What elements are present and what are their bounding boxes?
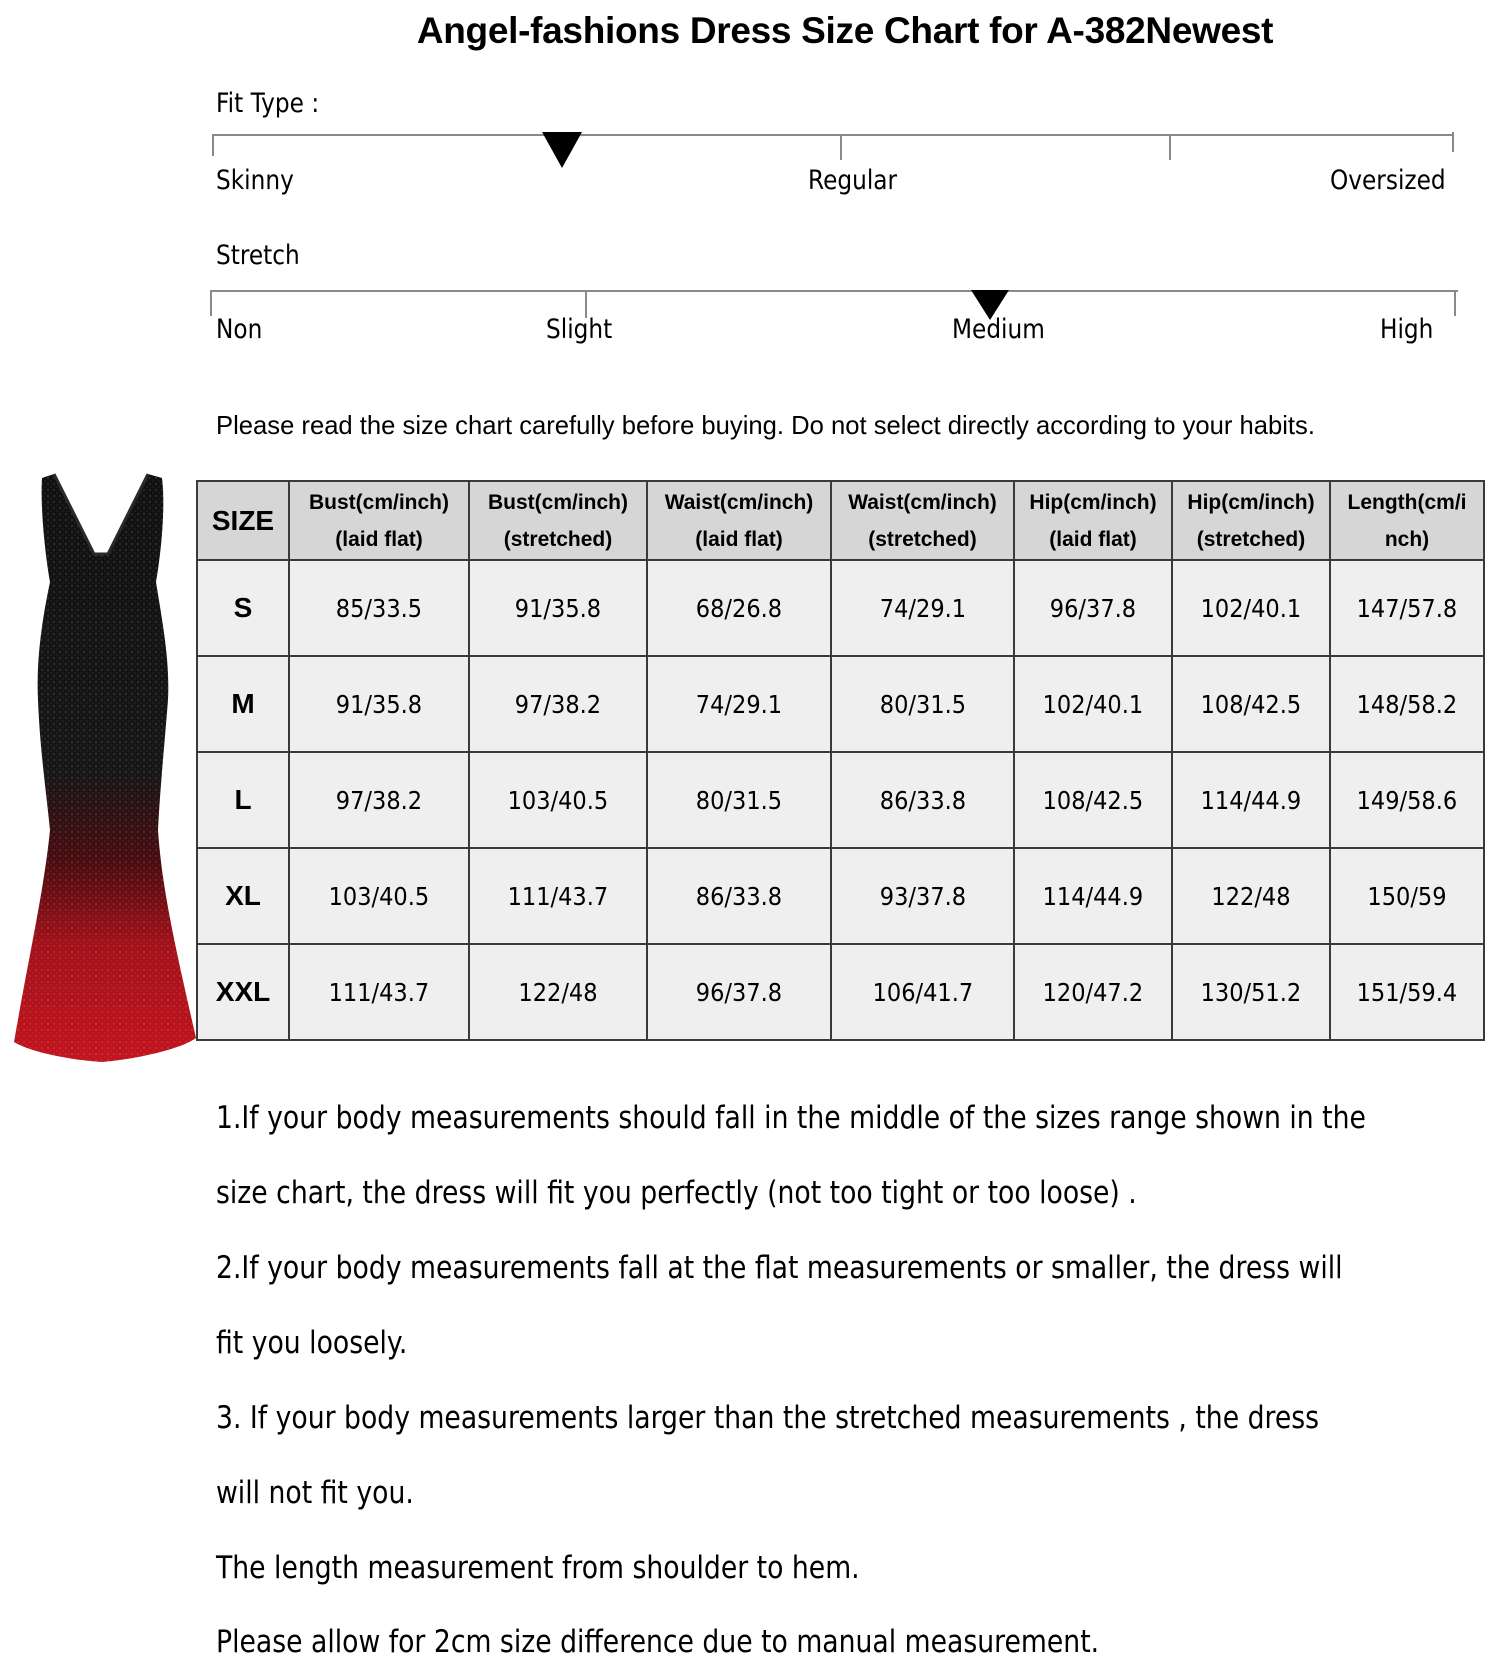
stretch-label: Stretch	[216, 240, 300, 271]
fit-tick	[1169, 134, 1171, 160]
table-cell: 96/37.8	[1014, 560, 1172, 656]
table-cell: 148/58.2	[1330, 656, 1484, 752]
note-line: 1.If your body measurements should fall in the middle of the sizes range shown in the	[216, 1100, 1366, 1136]
table-cell: 150/59	[1330, 848, 1484, 944]
stretch-tick	[1454, 290, 1456, 316]
table-row	[197, 560, 1484, 656]
note-line: 2.If your body measurements fall at the flat measurements or smaller, the dress will	[216, 1250, 1343, 1286]
table-cell: 74/29.1	[831, 560, 1014, 656]
fit-tick	[212, 134, 214, 156]
table-cell: 91/35.8	[469, 560, 647, 656]
stretch-label-medium: Medium	[952, 314, 1045, 345]
header-bust-stretched: Bust(cm/inch) (stretched)	[469, 481, 647, 560]
table-cell: 103/40.5	[469, 752, 647, 848]
notice-text: Please read the size chart carefully before buying. Do not select directly according to your habits.	[216, 410, 1315, 440]
table-cell: 74/29.1	[647, 656, 831, 752]
table-cell: 106/41.7	[831, 944, 1014, 1040]
table-cell: 102/40.1	[1172, 560, 1330, 656]
note-line: fit you loosely.	[216, 1325, 408, 1361]
size-cell: M	[197, 656, 289, 752]
header-hip-stretched: Hip(cm/inch) (stretched)	[1172, 481, 1330, 560]
table-row	[197, 944, 1484, 1040]
fit-type-marker-icon	[542, 132, 582, 168]
table-row	[197, 848, 1484, 944]
table-header-row	[197, 481, 1484, 560]
dress-icon	[10, 470, 196, 1070]
table-cell: 96/37.8	[647, 944, 831, 1040]
table-cell: 86/33.8	[647, 848, 831, 944]
table-cell: 97/38.2	[469, 656, 647, 752]
fit-tick	[1452, 132, 1454, 152]
table-cell: 120/47.2	[1014, 944, 1172, 1040]
table-cell: 111/43.7	[469, 848, 647, 944]
table-cell: 114/44.9	[1172, 752, 1330, 848]
header-bust-flat: Bust(cm/inch) (laid flat)	[289, 481, 469, 560]
table-cell: 122/48	[469, 944, 647, 1040]
table-cell: 114/44.9	[1014, 848, 1172, 944]
note-line: size chart, the dress will fit you perfectly (not too tight or too loose) .	[216, 1175, 1137, 1211]
size-cell: XL	[197, 848, 289, 944]
fit-scale-line	[212, 134, 1454, 136]
table-cell: 103/40.5	[289, 848, 469, 944]
header-hip-flat: Hip(cm/inch) (laid flat)	[1014, 481, 1172, 560]
table-cell: 108/42.5	[1014, 752, 1172, 848]
note-line: 3. If your body measurements larger than the stretched measurements , the dress	[216, 1400, 1320, 1436]
stretch-scale-line	[210, 290, 1458, 292]
table-cell: 149/58.6	[1330, 752, 1484, 848]
stretch-label-non: Non	[216, 314, 263, 345]
header-size: SIZE	[197, 481, 289, 560]
table-cell: 80/31.5	[831, 656, 1014, 752]
note-line: Please allow for 2cm size difference due to manual measurement.	[216, 1624, 1100, 1660]
table-cell: 93/37.8	[831, 848, 1014, 944]
page-title: Angel-fashions Dress Size Chart for A-382Newest	[416, 10, 1274, 51]
table-row	[197, 752, 1484, 848]
table-cell: 68/26.8	[647, 560, 831, 656]
table-cell: 147/57.8	[1330, 560, 1484, 656]
table-cell: 108/42.5	[1172, 656, 1330, 752]
size-chart-table	[196, 480, 1485, 1041]
header-waist-flat: Waist(cm/inch) (laid flat)	[647, 481, 831, 560]
stretch-tick	[210, 290, 212, 316]
table-cell: 80/31.5	[647, 752, 831, 848]
stretch-label-slight: Slight	[546, 314, 613, 345]
stretch-label-high: High	[1380, 314, 1434, 345]
table-row	[197, 656, 1484, 752]
table-cell: 85/33.5	[289, 560, 469, 656]
fit-type-label: Fit Type :	[216, 88, 320, 119]
product-image	[10, 470, 196, 1070]
size-cell: S	[197, 560, 289, 656]
table-cell: 122/48	[1172, 848, 1330, 944]
table-cell: 130/51.2	[1172, 944, 1330, 1040]
table-cell: 97/38.2	[289, 752, 469, 848]
table-cell: 91/35.8	[289, 656, 469, 752]
header-length: Length(cm/i nch)	[1330, 481, 1484, 560]
fit-label-skinny: Skinny	[216, 165, 294, 196]
note-line: will not fit you.	[216, 1475, 414, 1511]
table-cell: 151/59.4	[1330, 944, 1484, 1040]
fit-label-regular: Regular	[808, 165, 898, 196]
fit-tick	[840, 134, 842, 160]
size-cell: XXL	[197, 944, 289, 1040]
table-cell: 111/43.7	[289, 944, 469, 1040]
table-cell: 86/33.8	[831, 752, 1014, 848]
table-cell: 102/40.1	[1014, 656, 1172, 752]
size-cell: L	[197, 752, 289, 848]
note-line: The length measurement from shoulder to hem.	[216, 1550, 860, 1586]
fit-label-oversized: Oversized	[1330, 165, 1446, 196]
header-waist-stretched: Waist(cm/inch) (stretched)	[831, 481, 1014, 560]
